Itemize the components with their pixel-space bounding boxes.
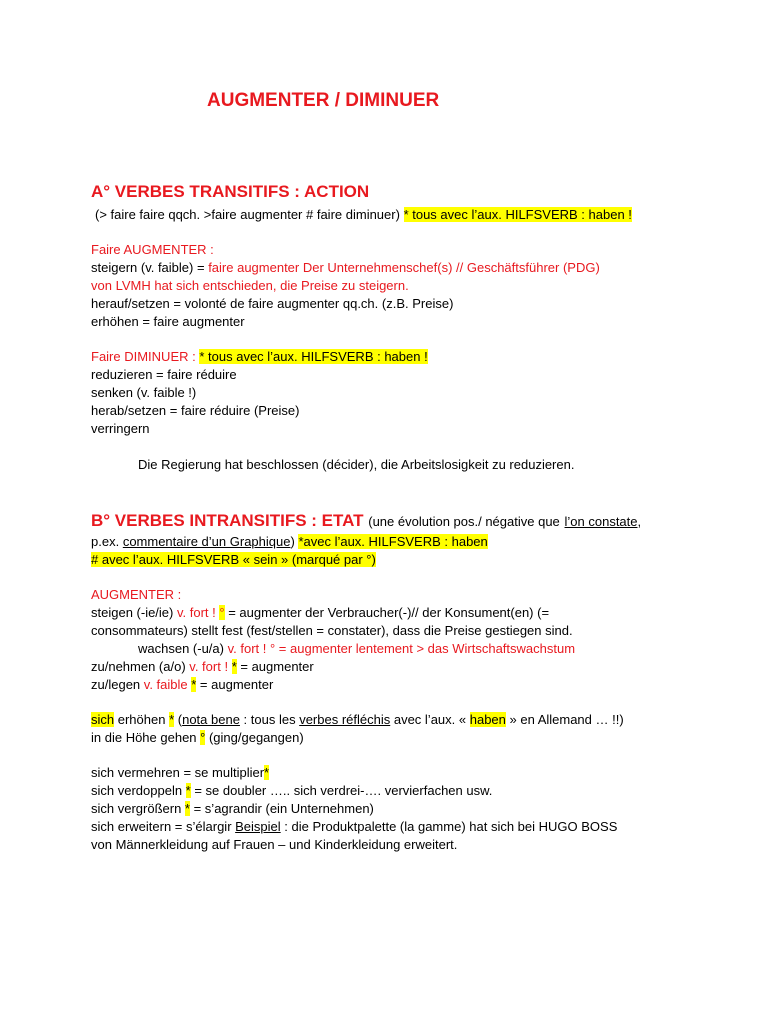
hoehe-line: in die Höhe gehen ° (ging/gegangen) <box>91 730 304 745</box>
erweitern-line: sich erweitern = s’élargir Beispiel : die Produktpalette (la gamme) hat sich bei HUGO BOSS <box>91 819 618 834</box>
section-a-intro: (> faire faire qqch. >faire augmenter # faire diminuer) * tous avec l’aux. HILFSVERB : haben ! <box>95 207 632 222</box>
senken-line: senken (v. faible !) <box>91 385 197 400</box>
zunehmen-line: zu/nehmen (a/o) v. fort ! * = augmenter <box>91 659 314 674</box>
verdoppeln-line: sich verdoppeln * = se doubler ….. sich verdrei-…. vervierfachen usw. <box>91 783 493 798</box>
section-b-heading: B° VERBES INTRANSITIFS : ETAT (une évolution pos./ négative que l’on constate, <box>91 511 642 530</box>
highlight-note: * tous avec l’aux. HILFSVERB : haben ! <box>403 207 632 222</box>
example-sentence: Die Regierung hat beschlossen (décider), die Arbeitslosigkeit zu reduzieren. <box>138 457 575 472</box>
steigen-line-2: consommateurs) stellt fest (fest/stellen = constater), dass die Preise gestiegen sind. <box>91 623 573 638</box>
herabsetzen-line: herab/setzen = faire réduire (Preise) <box>91 403 300 418</box>
faire-diminuer-line: Faire DIMINUER : * tous avec l’aux. HILFSVERB : haben ! <box>91 349 428 364</box>
section-b-line-2: p.ex. commentaire d’un Graphique) *avec l’aux. HILFSVERB : haben <box>91 534 488 549</box>
steigen-line: steigen (-ie/ie) v. fort ! ° = augmenter der Verbraucher(-)// der Konsument(en) (= <box>91 605 550 620</box>
steigern-line-2: von LVMH hat sich entschieden, die Preise zu steigern. <box>91 278 409 293</box>
section-b-line-3: # avec l’aux. HILFSVERB « sein » (marqué par °) <box>91 552 376 567</box>
vermehren-line: sich vermehren = se multiplier* <box>91 765 270 780</box>
erweitern-line-2: von Männerkleidung auf Frauen – und Kinderkleidung erweitert. <box>91 837 458 852</box>
zulegen-line: zu/legen v. faible * = augmenter <box>91 677 274 692</box>
heraufsetzen-line: herauf/setzen = volonté de faire augmenter qq.ch. (z.B. Preise) <box>91 296 454 311</box>
augmenter-label: AUGMENTER : <box>91 587 182 602</box>
verringern-line: verringern <box>91 421 150 436</box>
sich-erhoehen-line: sich erhöhen * (nota bene : tous les verbes réfléchis avec l’aux. « haben » en Allemand … !!) <box>91 712 624 727</box>
page-title: AUGMENTER / DIMINUER <box>207 90 440 111</box>
section-a-heading: A° VERBES TRANSITIFS : ACTION <box>91 182 370 201</box>
steigern-line: steigern (v. faible) = faire augmenter Der Unternehmenschef(s) // Geschäftsführer (PDG) <box>91 260 600 275</box>
wachsen-line: wachsen (-u/a) v. fort ! ° = augmenter lentement > das Wirtschaftswachstum <box>138 641 576 656</box>
faire-augmenter-label: Faire AUGMENTER : <box>91 242 214 257</box>
vergroessern-line: sich vergrößern * = s’agrandir (ein Unternehmen) <box>91 801 374 816</box>
reduzieren-line: reduzieren = faire réduire <box>91 367 237 382</box>
erhoehen-line: erhöhen = faire augmenter <box>91 314 245 329</box>
